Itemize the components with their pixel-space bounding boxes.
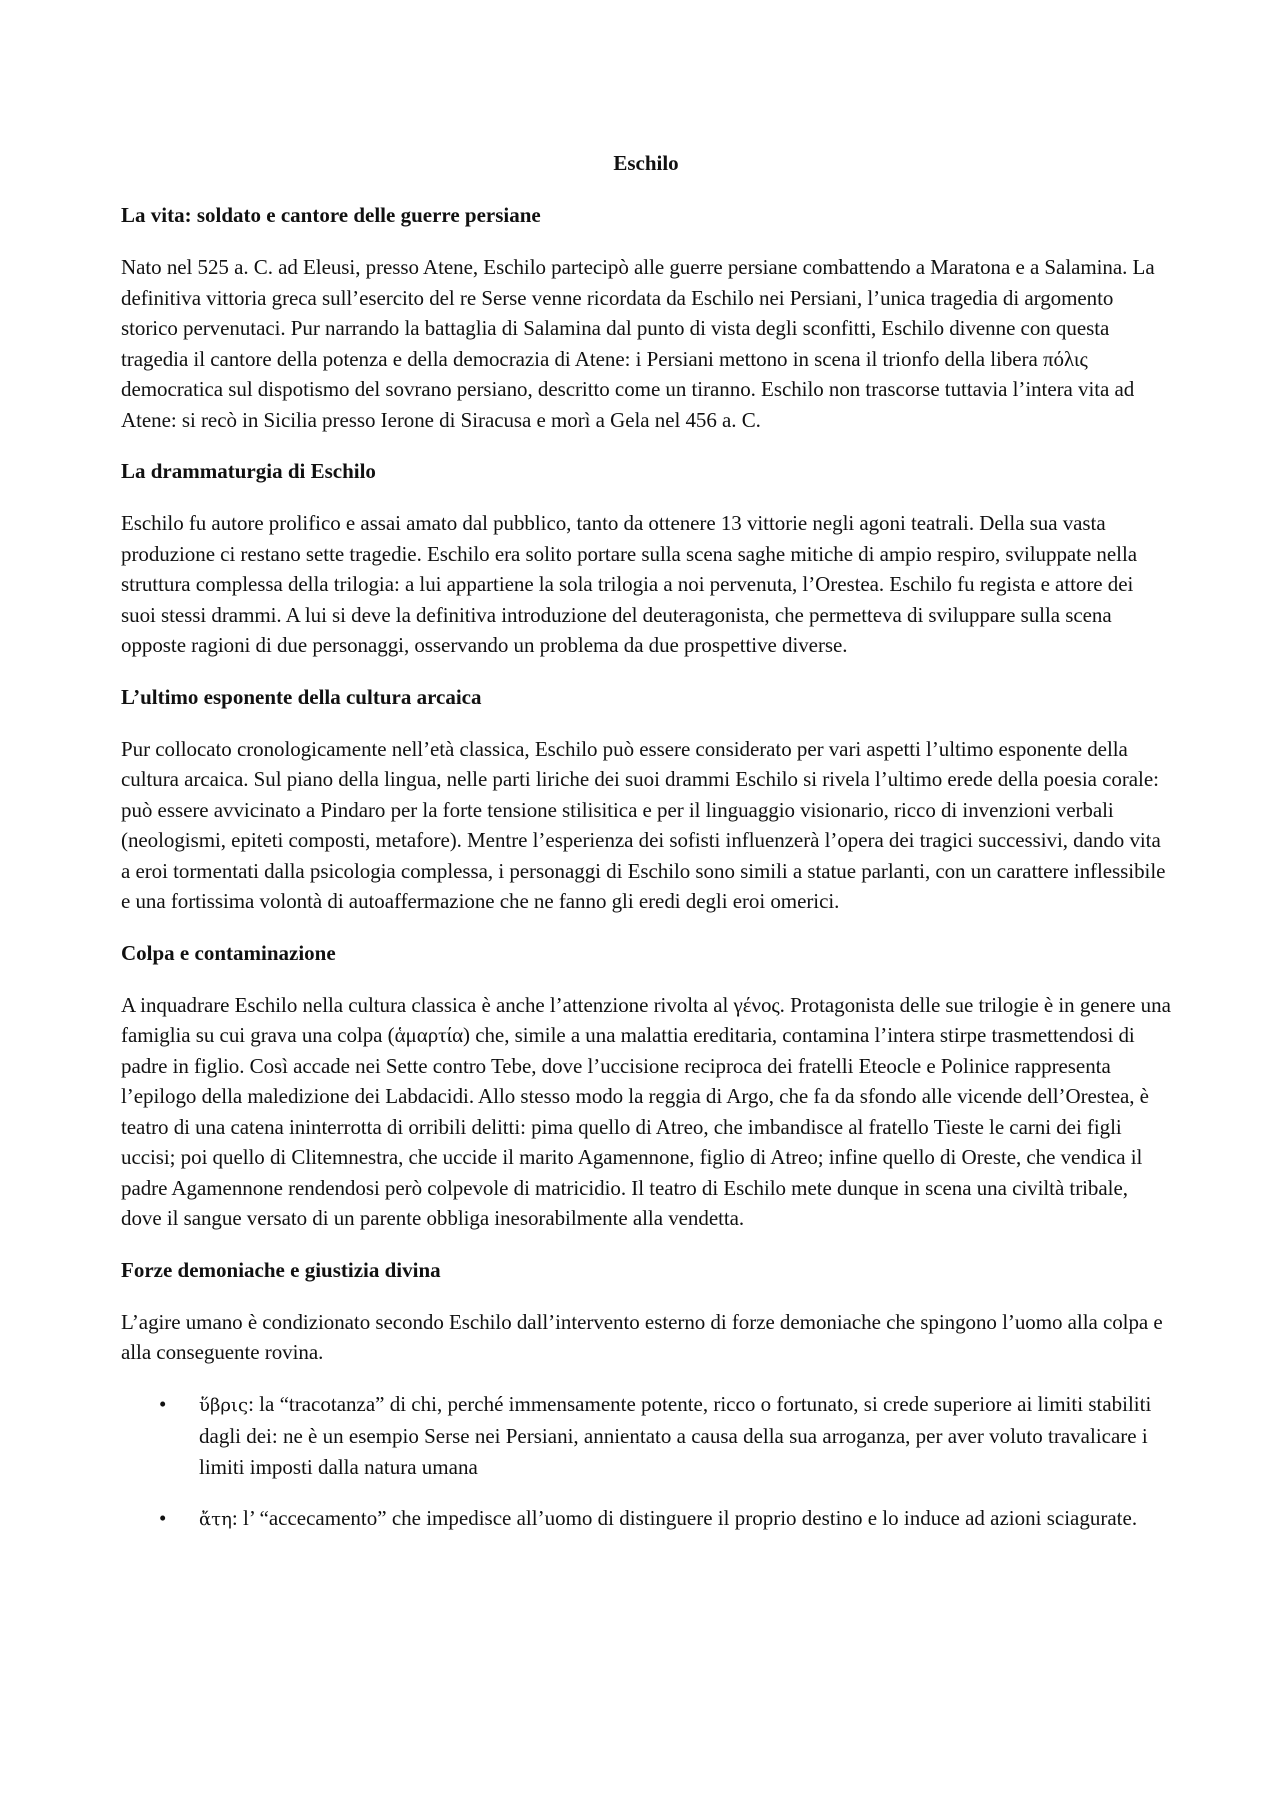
list-item xyxy=(121,1503,1171,1536)
section-heading: Forze demoniache e giustizia divina xyxy=(121,1257,441,1282)
section-heading: Colpa e contaminazione xyxy=(121,940,336,965)
section-paragraph: Eschilo fu autore prolifico e assai amato dal pubblico, tanto da ottenere 13 vittorie negli agoni teatrali. Della sua vasta produzione ci restano sette tragedie. Eschilo era solito portare sulla scena saghe mitiche di ampio respiro, sviluppate nella struttura complessa della trilogia: a lui appartiene la sola trilogia a noi pervenuta, l’Orestea. Eschilo fu regista e attore dei suoi stessi drammi. A lui si deve la definitiva introduzione del deuteragonista, che permetteva di sviluppare sulla scena opposte ragioni di due personaggi, osservando un problema da due prospettive diverse. xyxy=(121,511,1137,657)
list-item xyxy=(121,1389,1171,1483)
list-item-text: : l’ “accecamento” che impedisce all’uomo di distinguere il proprio destino e lo induce ad azioni sciagurate. xyxy=(231,1506,1138,1530)
section-paragraph: Nato nel 525 a. C. ad Eleusi, presso Atene, Eschilo partecipò alle guerre persiane combattendo a Maratona e a Salamina. La definitiva vittoria greca sull’esercito del re Serse venne ricordata da Eschilo nei Persiani, l’unica tragedia di argomento storico pervenutaci. Pur narrando la battaglia di Salamina dal punto di vista degli sconfitti, Eschilo divenne con questa tragedia il cantore della potenza e della democrazia di Atene: i Persiani mettono in scena il trionfo della libera πόλις democratica sul dispotismo del sovrano persiano, descritto come un tiranno. Eschilo non trascorse tuttavia l’intera vita ad Atene: si recò in Sicilia presso Ierone di Siracusa e morì a Gela nel 456 a. C. xyxy=(121,255,1155,432)
greek-term: ὕβρις xyxy=(199,1394,249,1416)
document-title: Eschilo xyxy=(613,151,679,175)
list-item-text: : la “tracotanza” di chi, perché immensamente potente, ricco o fortunato, si crede superiore ai limiti stabiliti dagli dei: ne è un esempio Serse nei Persiani, annientato a causa della sua arroganza, per aver voluto travalicare i limiti imposti dalla natura umana xyxy=(199,1391,1152,1479)
section-cultura-arcaica xyxy=(121,682,1171,917)
section-forze-demoniache xyxy=(121,1255,1171,1536)
bullet-list xyxy=(121,1389,1171,1536)
section-paragraph: A inquadrare Eschilo nella cultura classica è anche l’attenzione rivolta al γένος. Protagonista delle sue trilogie è in genere una famiglia su cui grava una colpa (ἁμαρτία) che, simile a una malattia ereditaria, contamina l’intera stirpe trasmettendosi di padre in figlio. Così accade nei Sette contro Tebe, dove l’uccisione reciproca dei fratelli Eteocle e Polinice rappresenta l’epilogo della maledizione dei Labdacidi. Allo stesso modo la reggia di Argo, che fa da sfondo alle vicende dell’Orestea, è teatro di una catena ininterrotta di orribili delitti: pima quello di Atreo, che imbandisce al fratello Tieste le carni dei figli uccisi; poi quello di Clitemnestra, che uccide il marito Agamennone, figlio di Atreo; infine quello di Oreste, che vendica il padre Agamennone rendendosi però colpevole di matricidio. Il teatro di Eschilo mete dunque in scena una civiltà tribale, dove il sangue versato di un parente obbliga inesorabilmente alla vendetta. xyxy=(121,992,1171,1230)
bullet-marker: • xyxy=(159,1506,167,1530)
greek-term: ἄτη xyxy=(199,1509,232,1530)
section-paragraph: L’agire umano è condizionato secondo Eschilo dall’intervento esterno di forze demoniache che spingono l’uomo alla colpa e alla conseguente rovina. xyxy=(121,1309,1163,1364)
section-paragraph: Pur collocato cronologicamente nell’età classica, Eschilo può essere considerato per vari aspetti l’ultimo esponente della cultura arcaica. Sul piano della lingua, nelle parti liriche dei suoi drammi Eschilo si rivela l’ultimo erede della poesia corale: può essere avvicinato a Pindaro per la forte tensione stilisitica e per il linguaggio visionario, ricco di invenzioni verbali (neologismi, epiteti composti, metafore). Mentre l’esperienza dei sofisti influenzerà l’opera dei tragici successivi, dando vita a eroi tormentati dalla psicologia complessa, i personaggi di Eschilo sono simili a statue parlanti, con un carattere inflessibile e una fortissima volontà di autoaffermazione che ne fanno gli eredi degli eroi omerici. xyxy=(121,736,1166,913)
section-heading: La drammaturgia di Eschilo xyxy=(121,459,376,483)
bullet-marker: • xyxy=(159,1391,167,1416)
section-colpa xyxy=(121,938,1171,1234)
section-drammaturgia xyxy=(121,456,1171,661)
section-heading: La vita: soldato e cantore delle guerre persiane xyxy=(121,203,541,227)
document-page xyxy=(121,148,1171,1557)
section-vita xyxy=(121,200,1171,435)
section-heading: L’ultimo esponente della cultura arcaica xyxy=(121,684,482,709)
